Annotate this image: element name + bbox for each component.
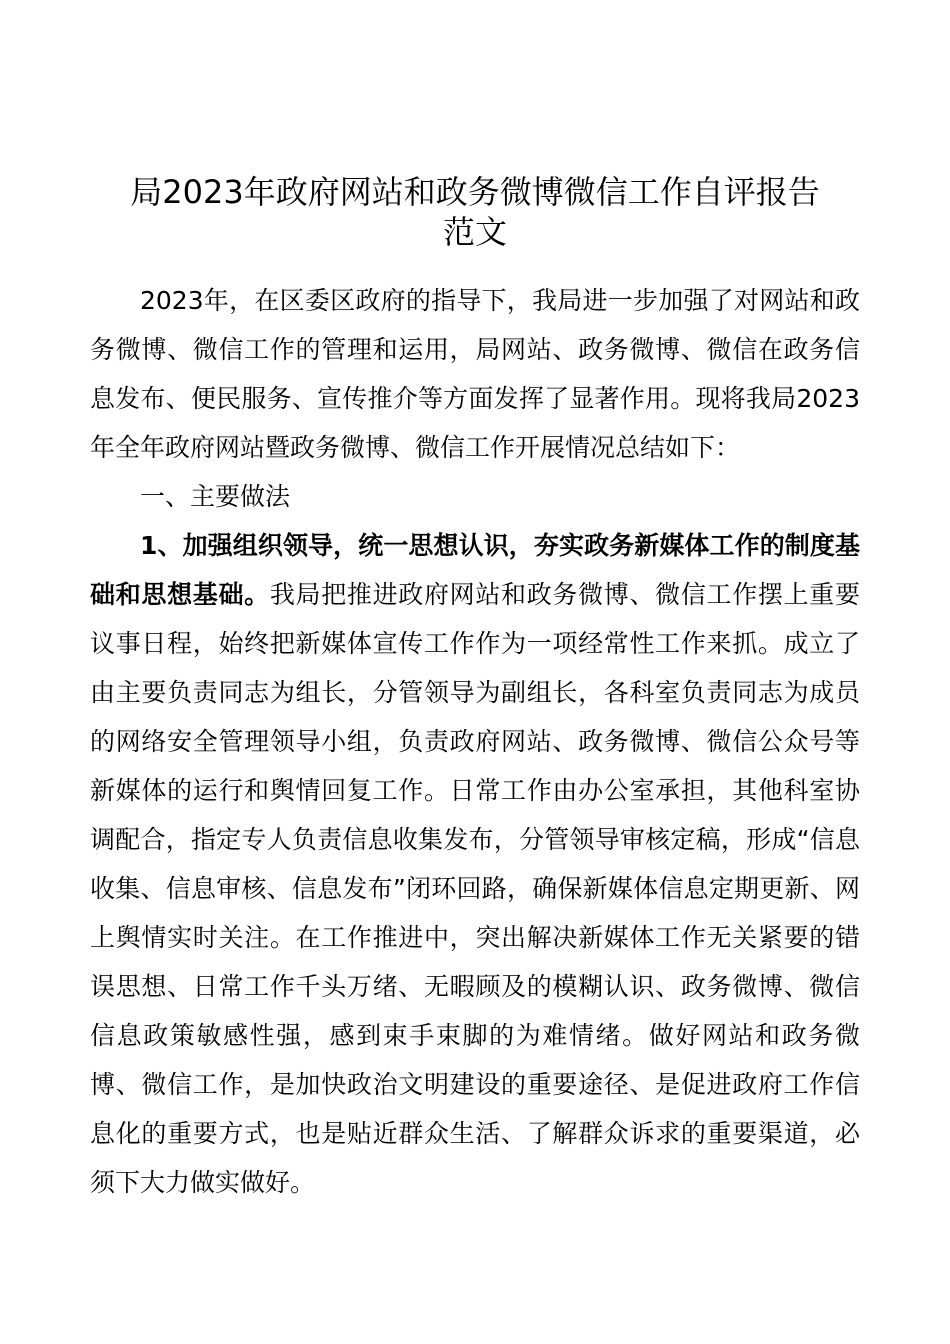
document-body — [90, 276, 860, 1207]
item-1-paragraph — [90, 521, 860, 1207]
intro-paragraph: 2023年，在区委区政府的指导下，我局进一步加强了对网站和政务微博、微信工作的管理和运用，局网站、政务微博、微信在政务信息发布、便民服务、宣传推介等方面发挥了显著作用。现将我局2023年全年政府网站暨政务微博、微信工作开展情况总结如下： — [90, 286, 860, 462]
title-line-2: 范文 — [442, 213, 507, 251]
section-heading-main-practices: 一、主要做法 — [140, 482, 291, 511]
item-1-text: 我局把推进政府网站和政务微博、微信工作摆上重要议事日程，始终把新媒体宣传工作作为一项经常性工作来抓。成立了由主要负责同志为组长，分管领导为副组长，各科室负责同志为成员的网络安全管理领导小组，负责政府网站、政务微博、微信公众号等新媒体的运行和舆情回复工作。日常工作由办公室承担，其他科室协调配合，指定专人负责信息收集发布，分管领导审核定稿，形成“信息收集、信息审核、信息发布”闭环回路，确保新媒体信息定期更新、网上舆情实时关注。在工作推进中，突出解决新媒体工作无关紧要的错误思想、日常工作千头万绪、无暇顾及的模糊认识、政务微博、微信信息政策敏感性强，感到束手束脚的为难情绪。做好网站和政务微博、微信工作，是加快政治文明建设的重要途径、是促进政府工作信息化的重要方式，也是贴近群众生活、了解群众诉求的重要渠道，必须下大力做实做好。 — [90, 580, 860, 1197]
item-1-heading: 1、加强组织领导，统一思想认识，夯实政务新媒体工作的制度基础和思想基础。 — [90, 531, 860, 609]
title-line-1: 局2023年政府网站和政务微博微信工作自评报告 — [130, 173, 820, 211]
document-title — [90, 172, 860, 252]
